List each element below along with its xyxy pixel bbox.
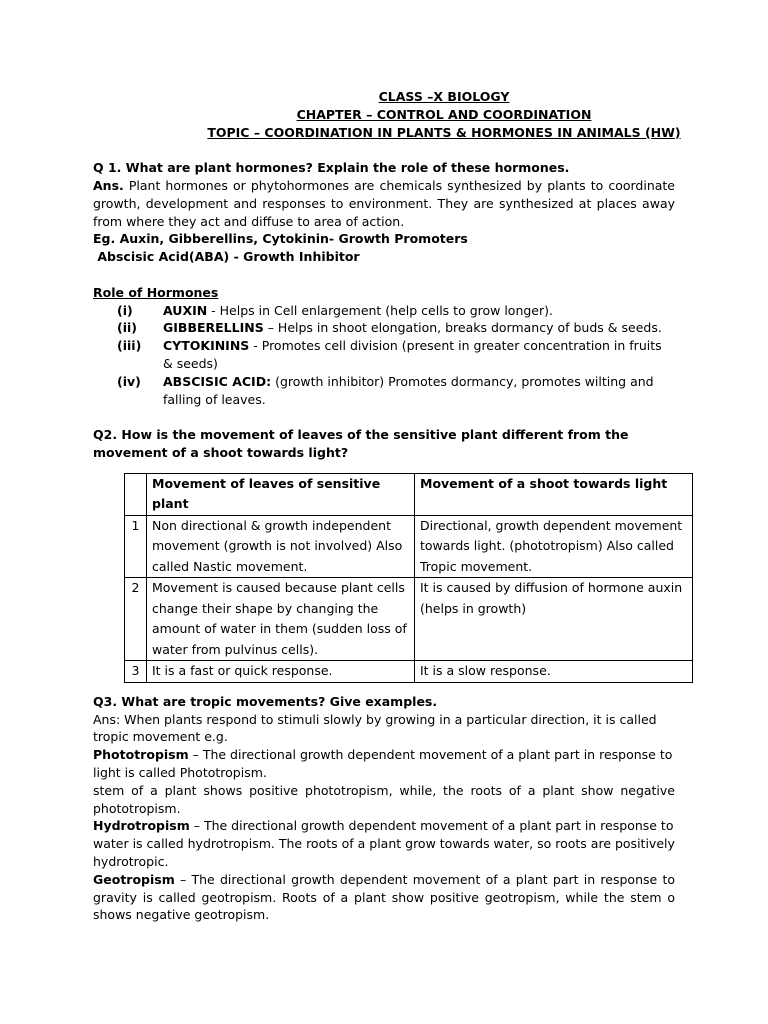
table-cell-shoot: Directional, growth dependent movement towards light. (phototropism) Also called Tropic movement. (415, 515, 693, 578)
comparison-table-wrapper (124, 473, 683, 683)
role-item (93, 319, 675, 337)
chapter-title: CHAPTER – CONTROL AND COORDINATION (296, 106, 592, 122)
hydrotropism-term: Hydrotropism (93, 818, 190, 834)
hydrotropism-definition (93, 817, 675, 870)
topic-title: TOPIC – COORDINATION IN PLANTS & HORMONES IN ANIMALS (HW) (207, 124, 681, 140)
geotropism-text: – The directional growth dependent movement of a plant part in response to gravity is called geotropism. Roots of a plant show positive geotropism, while the stem o shows negative geotropism. (93, 871, 675, 923)
phototropism-term: Phototropism (93, 747, 189, 763)
table-header-index (125, 473, 147, 515)
role-item (93, 302, 675, 320)
comparison-table (124, 473, 693, 683)
role-hormone-name: GIBBERELLINS (163, 320, 264, 336)
class-title: CLASS –X BIOLOGY (378, 89, 510, 104)
roles-heading: Role of Hormones (93, 284, 219, 300)
role-item (93, 373, 675, 409)
q1-example-inhibitor: Abscisic Acid(ABA) - Growth Inhibitor (93, 249, 360, 265)
q3-question: Q3. What are tropic movements? Give examples. (93, 693, 438, 709)
q1-ans-label: Ans. (93, 177, 124, 193)
table-row-index: 2 (125, 578, 147, 661)
table-row (125, 661, 693, 683)
role-number: (iii) (117, 338, 142, 354)
table-header-row (125, 473, 693, 515)
table-header-shoot: Movement of a shoot towards light (415, 473, 693, 515)
document-content (93, 88, 683, 924)
table-cell-sensitive-plant: It is a fast or quick response. (147, 661, 415, 683)
table-row (125, 515, 693, 578)
table-row-index: 3 (125, 661, 147, 683)
table-cell-sensitive-plant: Non directional & growth independent movement (growth is not involved) Also called Nastic movement. (147, 515, 415, 578)
role-description: - Promotes cell division (present in greater concentration in fruits & seeds) (163, 338, 662, 371)
role-description: – Helps in shoot elongation, breaks dormancy of buds & seeds. (263, 320, 662, 336)
q1-example-promoters: Eg. Auxin, Gibberellins, Cytokinin- Growth Promoters (93, 231, 468, 247)
role-number: (ii) (117, 320, 137, 336)
q3-answer: Ans: When plants respond to stimuli slowly by growing in a particular direction, it is called tropic movement e.g. (93, 711, 657, 745)
table-header-sensitive-plant: Movement of leaves of sensitive plant (147, 473, 415, 515)
geotropism-term: Geotropism (93, 871, 175, 887)
q1-answer-text: Plant hormones or phytohormones are chemicals synthesized by plants to coordinate growth, development and responses to environment. They are synthesized at places away from where they act and diffuse to area of action. (93, 177, 675, 229)
role-number: (iv) (117, 373, 141, 389)
role-number: (i) (117, 302, 133, 318)
role-description: - Helps in Cell enlargement (help cells to grow longer). (207, 302, 553, 318)
role-hormone-name: AUXIN (163, 302, 208, 318)
role-hormone-name: ABSCISIC ACID: (163, 373, 272, 389)
roles-list (93, 302, 675, 409)
phototropism-extra: stem of a plant shows positive phototropism, while, the roots of a plant show negative phototropism. (93, 782, 675, 816)
role-description: (growth inhibitor) Promotes dormancy, promotes wilting and falling of leaves. (163, 373, 654, 407)
table-cell-shoot: It is caused by diffusion of hormone auxin (helps in growth) (415, 578, 693, 661)
role-hormone-name: CYTOKININS (163, 338, 250, 354)
table-cell-shoot: It is a slow response. (415, 661, 693, 683)
geotropism-definition (93, 871, 675, 924)
phototropism-text: – The directional growth dependent movement of a plant part in response to light is called Phototropism. (93, 747, 673, 780)
role-item (93, 337, 675, 373)
q1-question: Q 1. What are plant hormones? Explain the role of these hormones. (93, 160, 570, 176)
q2-question: Q2. How is the movement of leaves of the sensitive plant different from the movement of a shoot towards light? (93, 427, 629, 460)
table-cell-sensitive-plant: Movement is caused because plant cells change their shape by changing the amount of water in them (sudden loss of water from pulvinus cells). (147, 578, 415, 661)
document-header (93, 88, 681, 141)
table-row (125, 578, 693, 661)
q1-answer (93, 177, 675, 230)
hydrotropism-text: – The directional growth dependent movement of a plant part in response to water is called hydrotropism. The roots of a plant grow towards water, so roots are positively hydrotropic. (93, 818, 675, 869)
table-row-index: 1 (125, 515, 147, 578)
phototropism-definition (93, 746, 675, 782)
